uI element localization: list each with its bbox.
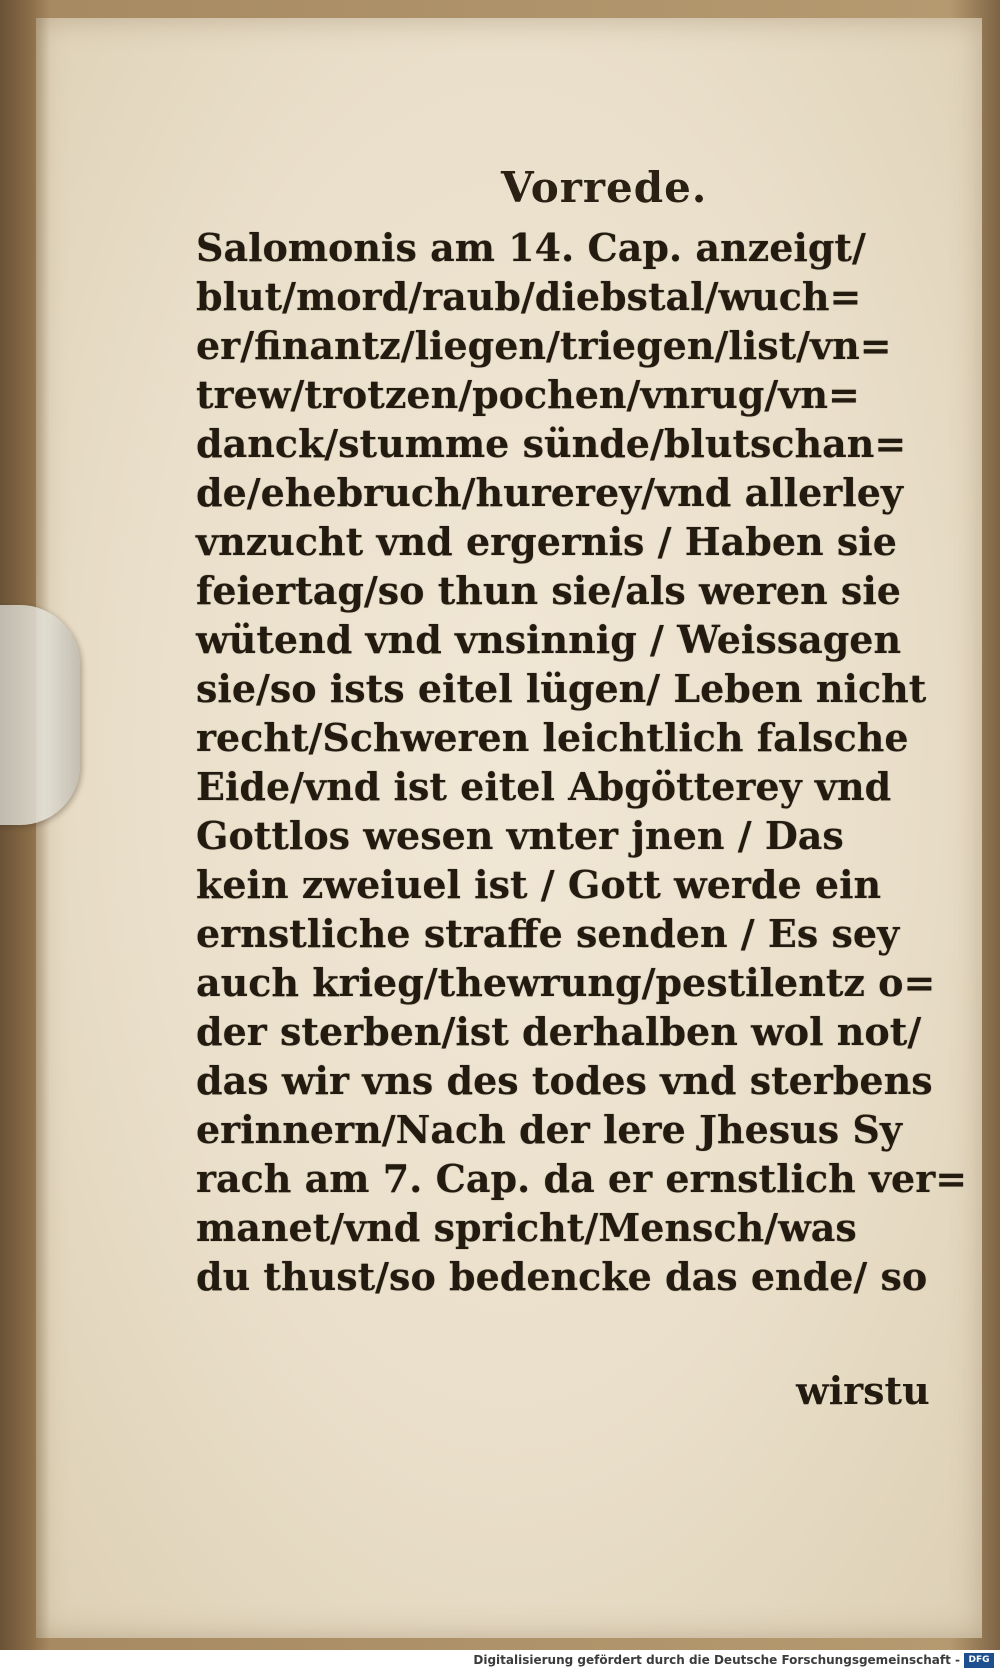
page-tab-marker (0, 605, 80, 825)
text-line: recht/Schweren leichtlich falsche (196, 715, 909, 760)
text-line: Eide/vnd ist eitel Abgötterey vnd (196, 764, 892, 809)
text-line: wütend vnd vnsinnig / Weissagen (196, 617, 902, 662)
text-line: kein zweiuel ist / Gott werde ein (196, 862, 882, 907)
text-line: du thust/so bedencke das ende/ so (196, 1254, 928, 1299)
text-line: das wir vns des todes vnd sterbens (196, 1058, 933, 1103)
catchword: wirstu (796, 1368, 930, 1413)
text-line: blut/mord/raub/diebstal/wuch= (196, 274, 862, 319)
text-line: der sterben/ist derhalben wol not/ (196, 1009, 922, 1054)
text-line: sie/so ists eitel lügen/ Leben nicht (196, 666, 927, 711)
text-line: rach am 7. Cap. da er ernstlich ver= (196, 1156, 968, 1201)
book-page (36, 18, 982, 1638)
text-line: er/finantz/liegen/triegen/list/vn= (196, 323, 892, 368)
footer-credit: Digitalisierung gefördert durch die Deutsche Forschungsgemeinschaft - (473, 1653, 960, 1667)
text-line: manet/vnd spricht/Mensch/was (196, 1205, 857, 1250)
footer-bar (0, 1650, 1000, 1673)
page-gutter-shadow (36, 18, 50, 1638)
text-line: Salomonis am 14. Cap. anzeigt/ (196, 225, 866, 270)
text-line: Gottlos wesen vnter jnen / Das (196, 813, 844, 858)
text-line: ernstliche straffe senden / Es sey (196, 911, 900, 956)
text-line: feiertag/so thun sie/als weren sie (196, 568, 901, 613)
page-heading: Vorrede. (501, 163, 708, 212)
body-text (196, 223, 968, 1301)
text-line: trew/trotzen/pochen/vnrug/vn= (196, 372, 860, 417)
dfg-logo-icon: DFG (964, 1653, 994, 1668)
text-line: auch krieg/thewrung/pestilentz o= (196, 960, 936, 1005)
text-line: danck/stumme sünde/blutschan= (196, 421, 907, 466)
text-line: de/ehebruch/hurerey/vnd allerley (196, 470, 903, 515)
text-line: erinnern/Nach der lere Jhesus Sy (196, 1107, 902, 1152)
text-line: vnzucht vnd ergernis / Haben sie (196, 519, 897, 564)
